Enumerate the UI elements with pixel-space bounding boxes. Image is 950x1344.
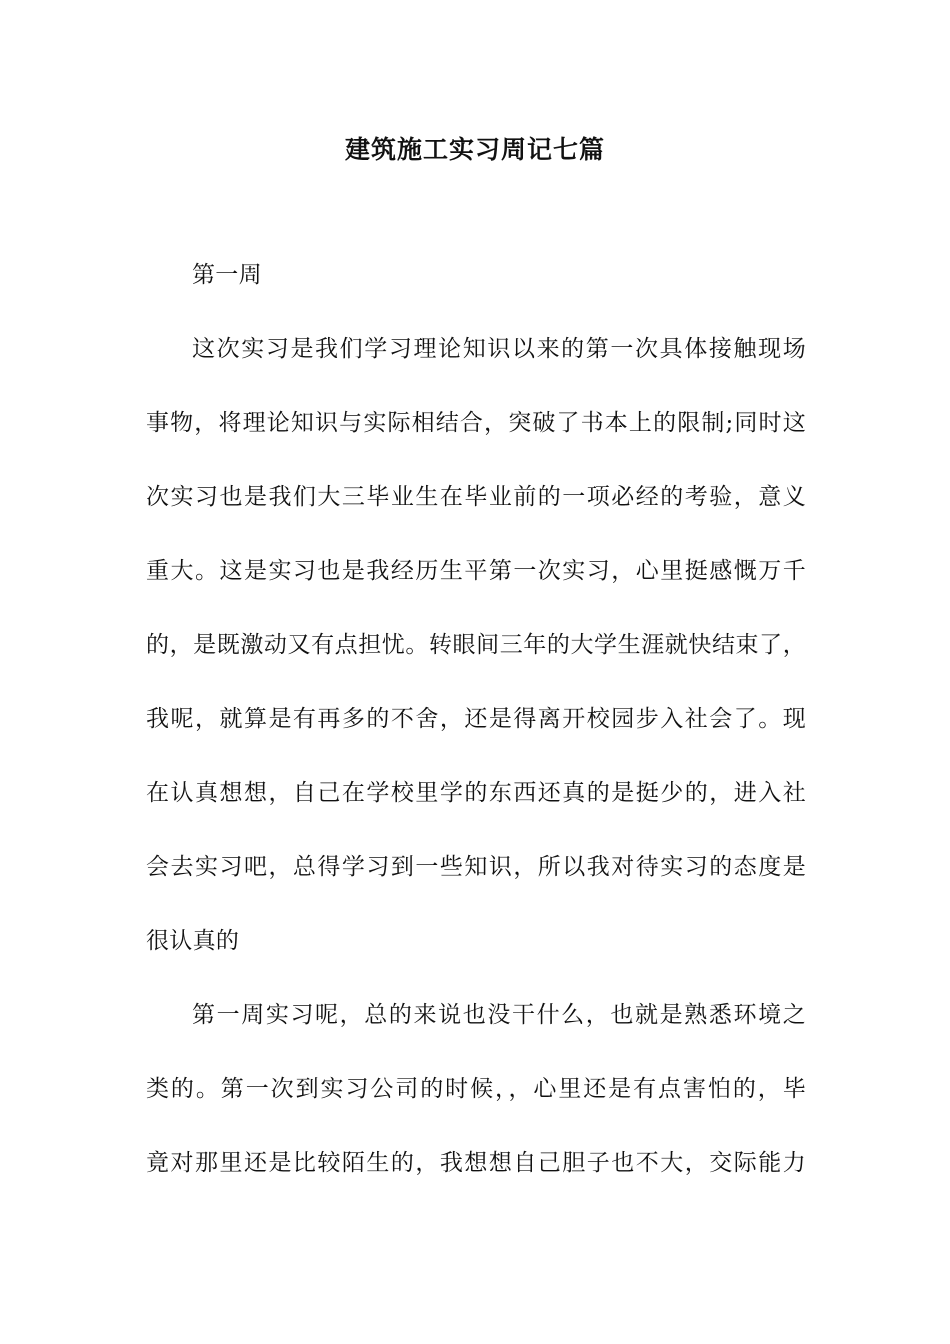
paragraph-1 (146, 312, 806, 978)
paragraph-line: 竟对那里还是比较陌生的，我想想自己胆子也不大，交际能力 (146, 1150, 806, 1176)
paragraph-line: 会去实习吧，总得学习到一些知识，所以我对待实习的态度是 (146, 854, 806, 880)
document-title: 建筑施工实习周记七篇 (344, 135, 605, 164)
paragraph-line: 我呢，就算是有再多的不舍，还是得离开校园步入社会了。现 (146, 706, 806, 732)
paragraph-line: 很认真的 (146, 928, 240, 954)
paragraph-line: 事物，将理论知识与实际相结合，突破了书本上的限制;同时这 (146, 410, 806, 436)
paragraph-line: 这次实习是我们学习理论知识以来的第一次具体接触现场 (192, 336, 806, 362)
paragraph-line: 第一周实习呢，总的来说也没干什么，也就是熟悉环境之 (192, 1002, 806, 1028)
document-body (146, 238, 806, 1200)
paragraph-line: 重大。这是实习也是我经历生平第一次实习，心里挺感慨万千 (146, 558, 806, 584)
paragraph-line: 类的。第一次到实习公司的时候，，心里还是有点害怕的，毕 (146, 1076, 806, 1102)
paragraph-line: 的，是既激动又有点担忧。转眼间三年的大学生涯就快结束了， (146, 632, 806, 658)
paragraph-2 (146, 978, 806, 1200)
week-heading: 第一周 (192, 262, 262, 288)
paragraph-line: 次实习也是我们大三毕业生在毕业前的一项必经的考验，意义 (146, 484, 806, 510)
paragraph-line: 在认真想想，自己在学校里学的东西还真的是挺少的，进入社 (146, 780, 806, 806)
